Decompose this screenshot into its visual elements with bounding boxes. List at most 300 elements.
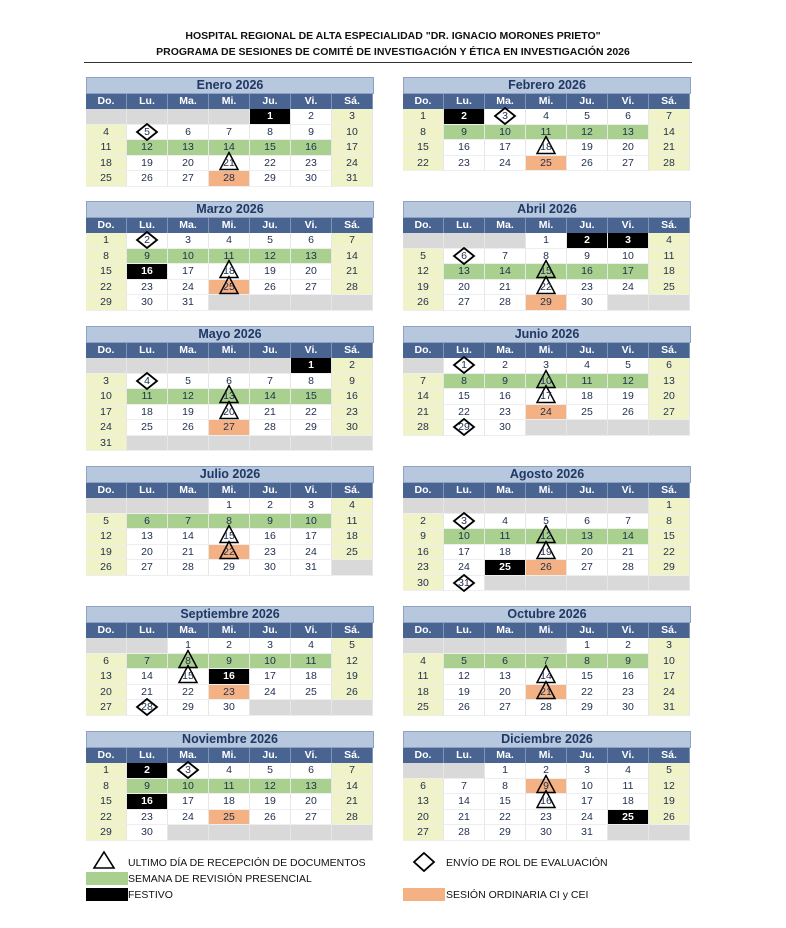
weekday-header: Do. (86, 748, 127, 763)
day-cell (332, 264, 373, 280)
day-cell (209, 669, 250, 685)
day-cell (86, 654, 127, 670)
day-number: 1 (226, 499, 232, 511)
day-number: 1 (103, 234, 109, 246)
day-cell (403, 156, 444, 172)
day-cell (332, 249, 373, 265)
day-cell (567, 794, 608, 810)
weekday-header: Do. (403, 623, 444, 638)
day-cell (291, 638, 332, 654)
day-cell (526, 233, 567, 249)
day-cell (209, 654, 250, 670)
weekday-header: Ma. (168, 623, 209, 638)
day-number: 13 (499, 670, 511, 682)
weekday-header: Vi. (291, 483, 332, 498)
day-number: 14 (458, 795, 470, 807)
day-cell (86, 264, 127, 280)
day-cell (444, 389, 485, 405)
weekday-header: Lu. (127, 623, 168, 638)
day-number: 4 (226, 234, 232, 246)
month-grid (403, 748, 691, 841)
day-number: 23 (141, 810, 153, 823)
weekday-header: Vi. (291, 748, 332, 763)
day-number: 6 (185, 125, 191, 138)
day-cell (485, 109, 526, 125)
empty-day-cell (291, 295, 332, 311)
month-title: Abril 2026 (403, 201, 691, 218)
day-cell (168, 405, 209, 421)
day-cell (86, 125, 127, 141)
day-cell (526, 125, 567, 141)
day-number: 10 (458, 530, 470, 542)
day-number: 21 (540, 685, 552, 698)
day-cell (567, 545, 608, 561)
day-number: 24 (581, 810, 593, 823)
day-cell (567, 529, 608, 545)
day-cell (649, 794, 690, 810)
day-cell (567, 295, 608, 311)
day-number: 16 (581, 265, 593, 277)
day-number: 5 (267, 764, 273, 776)
day-cell (649, 763, 690, 779)
day-number: 9 (144, 779, 150, 792)
day-cell (526, 794, 567, 810)
day-cell (86, 436, 127, 452)
day-cell (209, 545, 250, 561)
day-number: 29 (223, 561, 235, 573)
day-number: 20 (663, 390, 675, 402)
day-cell (168, 794, 209, 810)
day-number: 10 (182, 249, 194, 262)
day-cell (250, 560, 291, 576)
day-cell (332, 405, 373, 421)
day-cell (485, 685, 526, 701)
day-number: 28 (141, 701, 153, 713)
day-number: 23 (305, 156, 317, 169)
day-number: 11 (622, 779, 634, 792)
day-number: 22 (417, 156, 429, 169)
day-number: 8 (185, 654, 191, 667)
day-number: 17 (346, 141, 358, 153)
day-number: 23 (622, 685, 634, 698)
day-number: 2 (144, 234, 150, 246)
day-cell (608, 405, 649, 421)
day-cell (485, 295, 526, 311)
month-calendar (86, 77, 374, 187)
day-cell (250, 405, 291, 421)
empty-day-cell (608, 420, 649, 436)
empty-day-cell (403, 763, 444, 779)
day-number: 26 (581, 156, 593, 169)
empty-day-cell (86, 638, 127, 654)
day-number: 13 (581, 530, 593, 542)
day-number: 13 (663, 374, 675, 387)
weekday-header: Mi. (209, 748, 250, 763)
day-cell (485, 654, 526, 670)
weekday-header: Vi. (608, 483, 649, 498)
day-number: 15 (100, 265, 112, 277)
day-cell (86, 233, 127, 249)
day-cell (250, 249, 291, 265)
day-number: 13 (622, 125, 634, 138)
day-cell (485, 156, 526, 172)
day-number: 21 (663, 141, 675, 153)
legend-triangle-label: ULTIMO DÍA DE RECEPCIÓN DE DOCUMENTOS (128, 857, 366, 869)
day-number: 29 (100, 826, 112, 838)
day-cell (86, 280, 127, 296)
day-cell (649, 249, 690, 265)
empty-day-cell (608, 295, 649, 311)
day-cell (403, 560, 444, 576)
day-cell (608, 109, 649, 125)
day-cell (168, 685, 209, 701)
day-number: 22 (182, 685, 194, 698)
day-cell (168, 389, 209, 405)
day-cell (332, 233, 373, 249)
day-cell (250, 810, 291, 826)
day-number: 8 (308, 374, 314, 387)
day-cell (444, 514, 485, 530)
day-cell (444, 825, 485, 841)
day-number: 14 (182, 530, 194, 542)
day-cell (526, 529, 567, 545)
day-number: 9 (584, 249, 590, 262)
day-number: 12 (182, 390, 194, 402)
day-number: 2 (461, 110, 467, 122)
day-cell (291, 109, 332, 125)
day-number: 3 (349, 110, 355, 122)
day-number: 15 (100, 795, 112, 807)
weekday-header: Ju. (567, 748, 608, 763)
day-number: 22 (305, 405, 317, 418)
empty-day-cell (485, 233, 526, 249)
day-number: 11 (100, 141, 112, 153)
day-cell (86, 295, 127, 311)
day-number: 28 (417, 421, 429, 433)
day-number: 24 (305, 545, 317, 558)
weekday-header: Mi. (209, 218, 250, 233)
day-number: 5 (584, 110, 590, 122)
day-cell (250, 280, 291, 296)
weekday-header: Lu. (127, 218, 168, 233)
day-number: 14 (663, 125, 675, 138)
day-cell (444, 685, 485, 701)
day-cell (526, 389, 567, 405)
day-number: 27 (305, 810, 317, 823)
day-cell (332, 685, 373, 701)
day-number: 7 (226, 125, 232, 138)
day-cell (209, 529, 250, 545)
day-cell (485, 264, 526, 280)
day-number: 23 (264, 545, 276, 558)
day-number: 27 (100, 701, 112, 713)
day-number: 18 (141, 405, 153, 418)
day-cell (403, 794, 444, 810)
day-number: 5 (420, 249, 426, 262)
day-number: 8 (226, 514, 232, 527)
day-cell (485, 825, 526, 841)
day-number: 7 (349, 764, 355, 776)
day-cell (250, 125, 291, 141)
weekday-header: Mi. (209, 623, 250, 638)
month-grid (86, 623, 374, 716)
day-cell (526, 405, 567, 421)
weekday-header: Vi. (291, 94, 332, 109)
day-cell (250, 669, 291, 685)
day-number: 23 (346, 405, 358, 418)
legend-diamond-label: ENVÍO DE ROL DE EVALUACIÓN (446, 857, 608, 869)
day-number: 24 (622, 280, 634, 293)
day-cell (649, 125, 690, 141)
month-grid (86, 218, 374, 311)
day-number: 15 (499, 795, 511, 807)
day-number: 10 (581, 779, 593, 792)
day-cell (608, 763, 649, 779)
day-cell (649, 405, 690, 421)
day-number: 20 (305, 265, 317, 277)
day-number: 14 (346, 249, 358, 262)
day-cell (86, 156, 127, 172)
day-cell (485, 140, 526, 156)
day-cell (209, 140, 250, 156)
day-number: 15 (540, 265, 552, 277)
day-number: 30 (346, 421, 358, 433)
day-number: 1 (267, 110, 273, 122)
weekday-header: Ju. (250, 218, 291, 233)
day-number: 27 (663, 405, 675, 418)
day-cell (127, 529, 168, 545)
day-cell (168, 529, 209, 545)
day-number: 18 (622, 795, 634, 807)
day-number: 23 (581, 280, 593, 293)
weekday-header: Vi. (608, 343, 649, 358)
day-cell (567, 405, 608, 421)
day-cell (168, 140, 209, 156)
day-number: 6 (308, 234, 314, 246)
day-cell (209, 233, 250, 249)
day-cell (649, 529, 690, 545)
day-number: 13 (305, 779, 317, 792)
day-cell (209, 249, 250, 265)
day-number: 24 (346, 156, 358, 169)
day-cell (649, 545, 690, 561)
empty-day-cell (649, 295, 690, 311)
day-cell (403, 825, 444, 841)
weekday-header: Sá. (332, 218, 373, 233)
empty-day-cell (168, 498, 209, 514)
weekday-header: Vi. (608, 218, 649, 233)
day-cell (608, 125, 649, 141)
day-cell (291, 249, 332, 265)
day-number: 2 (267, 499, 273, 511)
day-number: 14 (499, 265, 511, 277)
day-cell (567, 638, 608, 654)
day-number: 25 (581, 405, 593, 418)
empty-day-cell (168, 436, 209, 452)
day-number: 28 (182, 561, 194, 573)
month-title: Enero 2026 (86, 77, 374, 94)
legend-orange-swatch (403, 888, 445, 901)
day-cell (127, 545, 168, 561)
day-number: 21 (417, 405, 429, 418)
weekday-header: Mi. (526, 218, 567, 233)
day-cell (209, 514, 250, 530)
weekday-header: Vi. (291, 623, 332, 638)
day-number: 6 (420, 779, 426, 792)
day-cell (526, 825, 567, 841)
day-number: 10 (540, 374, 552, 387)
day-number: 25 (663, 280, 675, 293)
empty-day-cell (649, 576, 690, 592)
empty-day-cell (608, 498, 649, 514)
day-cell (649, 654, 690, 670)
header-line-2: PROGRAMA DE SESIONES DE COMITÉ DE INVESTIGACIÓN Y ÉTICA EN INVESTIGACIÓN 2026 (156, 46, 630, 58)
day-cell (86, 420, 127, 436)
weekday-header: Mi. (526, 94, 567, 109)
day-number: 2 (543, 764, 549, 776)
day-number: 30 (141, 296, 153, 308)
day-number: 3 (185, 764, 191, 776)
day-number: 1 (185, 639, 191, 651)
day-cell (649, 514, 690, 530)
day-cell (567, 700, 608, 716)
day-cell (291, 280, 332, 296)
day-number: 8 (543, 249, 549, 262)
weekday-header: Lu. (127, 343, 168, 358)
day-number: 3 (584, 764, 590, 776)
day-number: 17 (182, 265, 194, 277)
day-number: 17 (305, 530, 317, 542)
empty-day-cell (209, 436, 250, 452)
day-cell (444, 529, 485, 545)
day-number: 18 (100, 156, 112, 169)
day-number: 31 (458, 576, 470, 589)
empty-day-cell (168, 109, 209, 125)
day-cell (332, 794, 373, 810)
legend-black-label: FESTIVO (128, 889, 173, 901)
day-number: 19 (581, 141, 593, 153)
month-calendar (86, 326, 374, 451)
month-grid (403, 94, 691, 171)
day-cell (567, 560, 608, 576)
day-number: 8 (584, 654, 590, 667)
day-cell (332, 156, 373, 172)
weekday-header: Ma. (168, 748, 209, 763)
day-cell (86, 529, 127, 545)
day-number: 6 (308, 764, 314, 776)
day-number: 15 (581, 670, 593, 682)
day-cell (209, 374, 250, 390)
weekday-header: Do. (403, 218, 444, 233)
day-cell (649, 389, 690, 405)
weekday-header: Ma. (168, 94, 209, 109)
month-calendar (403, 77, 691, 171)
day-cell (649, 109, 690, 125)
day-number: 16 (622, 670, 634, 682)
day-number: 11 (417, 670, 429, 682)
empty-day-cell (86, 358, 127, 374)
weekday-header: Sá. (649, 623, 690, 638)
day-cell (127, 825, 168, 841)
weekday-header: Ma. (485, 483, 526, 498)
month-title: Mayo 2026 (86, 326, 374, 343)
weekday-header: Do. (403, 94, 444, 109)
month-calendar (86, 731, 374, 841)
weekday-header: Sá. (649, 343, 690, 358)
day-cell (127, 763, 168, 779)
day-number: 21 (264, 405, 276, 418)
day-number: 15 (458, 390, 470, 402)
day-cell (332, 420, 373, 436)
day-number: 24 (182, 280, 194, 293)
day-cell (608, 156, 649, 172)
month-title: Agosto 2026 (403, 466, 691, 483)
day-number: 25 (141, 421, 153, 433)
day-cell (332, 810, 373, 826)
day-number: 19 (346, 670, 358, 682)
day-number: 2 (420, 514, 426, 527)
day-number: 10 (182, 779, 194, 792)
day-cell (332, 389, 373, 405)
empty-day-cell (526, 498, 567, 514)
weekday-header: Ju. (567, 343, 608, 358)
empty-day-cell (444, 638, 485, 654)
day-cell (86, 140, 127, 156)
day-cell (168, 420, 209, 436)
day-cell (250, 514, 291, 530)
empty-day-cell (567, 420, 608, 436)
day-cell (168, 295, 209, 311)
day-number: 27 (182, 172, 194, 184)
day-number: 25 (223, 280, 235, 293)
day-cell (291, 374, 332, 390)
day-cell (209, 810, 250, 826)
day-number: 13 (458, 265, 470, 277)
day-cell (567, 810, 608, 826)
day-number: 3 (543, 359, 549, 371)
day-cell (250, 171, 291, 187)
weekday-header: Ju. (250, 483, 291, 498)
day-cell (403, 264, 444, 280)
day-number: 17 (540, 390, 552, 402)
day-cell (86, 810, 127, 826)
day-cell (485, 405, 526, 421)
day-number: 9 (144, 249, 150, 262)
day-cell (209, 794, 250, 810)
day-number: 16 (223, 670, 235, 682)
day-number: 4 (144, 374, 150, 387)
day-number: 6 (502, 654, 508, 667)
day-number: 7 (461, 779, 467, 792)
day-cell (127, 654, 168, 670)
day-number: 22 (458, 405, 470, 418)
weekday-header: Mi. (209, 483, 250, 498)
day-cell (127, 156, 168, 172)
day-cell (526, 295, 567, 311)
weekday-header: Sá. (649, 748, 690, 763)
day-cell (608, 669, 649, 685)
weekday-header: Lu. (444, 94, 485, 109)
weekday-header: Vi. (608, 623, 649, 638)
day-number: 2 (308, 110, 314, 122)
day-number: 5 (625, 359, 631, 371)
empty-day-cell (127, 436, 168, 452)
day-cell (403, 125, 444, 141)
day-number: 10 (264, 654, 276, 667)
day-cell (168, 264, 209, 280)
day-number: 31 (346, 172, 358, 184)
day-number: 21 (223, 156, 235, 169)
